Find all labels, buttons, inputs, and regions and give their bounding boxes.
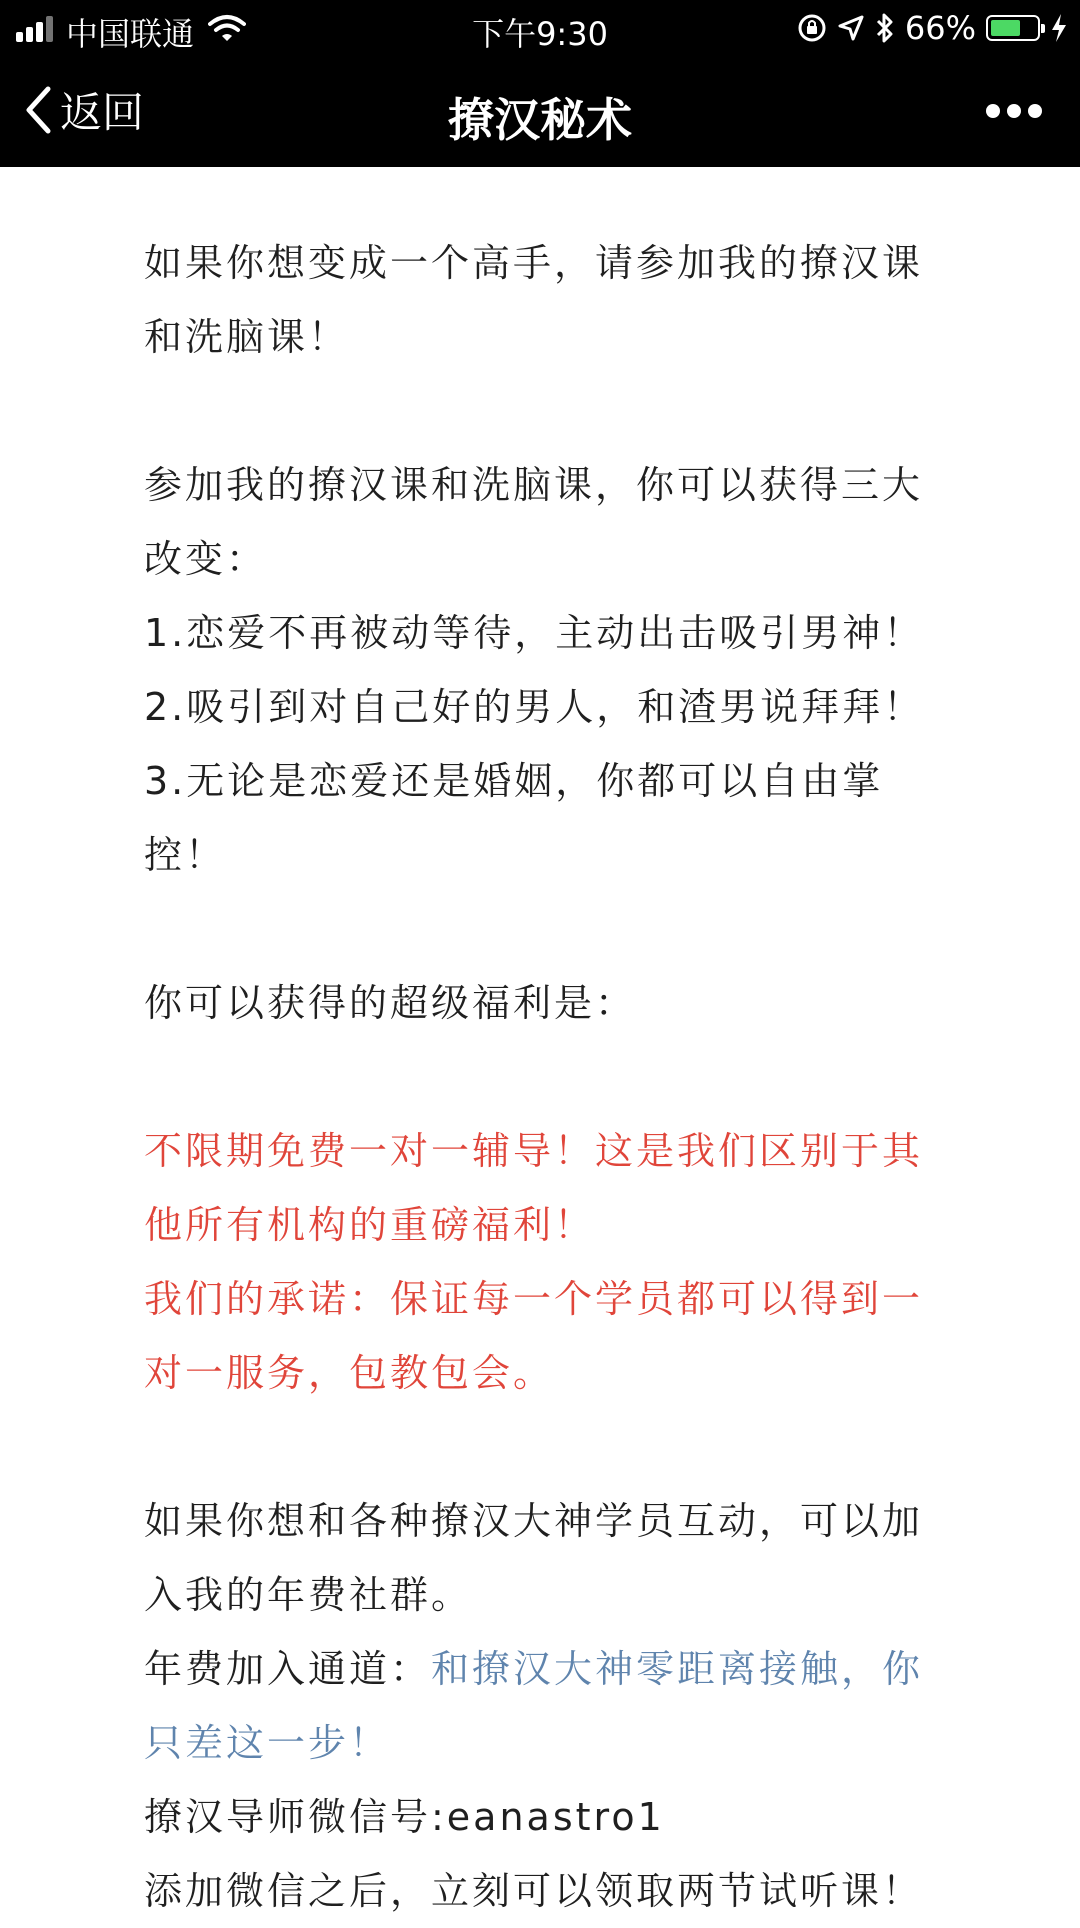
page-title: 撩汉秘术 [448, 93, 632, 147]
annual-join-link[interactable]: 和撩汉大神零距离接触，你只差这一步！ [144, 1647, 924, 1765]
battery-percent: 66% [904, 9, 976, 47]
charging-icon [1050, 13, 1068, 43]
wechat-id: 撩汉导师微信号:eanastro1 [144, 1795, 665, 1839]
orientation-lock-icon [797, 13, 827, 43]
more-icon[interactable] [986, 100, 1042, 122]
benefits-heading: 你可以获得的超级福利是： [144, 981, 637, 1025]
annual-join-prefix: 年费加入通道： [144, 1647, 432, 1691]
carrier-name: 中国联通 [66, 15, 195, 53]
trial-class-note: 添加微信之后，立刻可以领取两节试听课！ [144, 1869, 924, 1913]
article-body [144, 226, 944, 1928]
benefit-promise: 我们的承诺：保证每一个学员都可以得到一对一服务，包教包会。 [144, 1277, 924, 1395]
annual-join-line [144, 1632, 944, 1780]
navigation-bar [0, 54, 1080, 167]
battery-icon [986, 15, 1040, 41]
changes-heading: 参加我的撩汉课和洗脑课，你可以获得三大改变： [144, 463, 924, 581]
battery-fill [991, 20, 1020, 36]
benefit-free-tutoring: 不限期免费一对一辅导！这是我们区别于其他所有机构的重磅福利！ [144, 1129, 924, 1247]
status-right-group [797, 8, 1068, 48]
status-bar [0, 0, 1080, 54]
change-item-2: 2.吸引到对自己好的男人，和渣男说拜拜！ [144, 685, 925, 729]
bluetooth-icon [875, 12, 895, 44]
location-icon [837, 14, 865, 42]
back-label: 返回 [60, 88, 145, 137]
top-bar [0, 0, 1080, 167]
status-time: 下午9:30 [472, 15, 608, 53]
change-item-3: 3.无论是恋爱还是婚姻，你都可以自由掌控！ [144, 759, 884, 877]
change-item-1: 1.恋爱不再被动等待，主动出击吸引男神！ [144, 611, 925, 655]
intro-paragraph: 如果你想变成一个高手，请参加我的撩汉课和洗脑课！ [144, 241, 924, 359]
community-paragraph: 如果你想和各种撩汉大神学员互动，可以加入我的年费社群。 [144, 1499, 924, 1617]
